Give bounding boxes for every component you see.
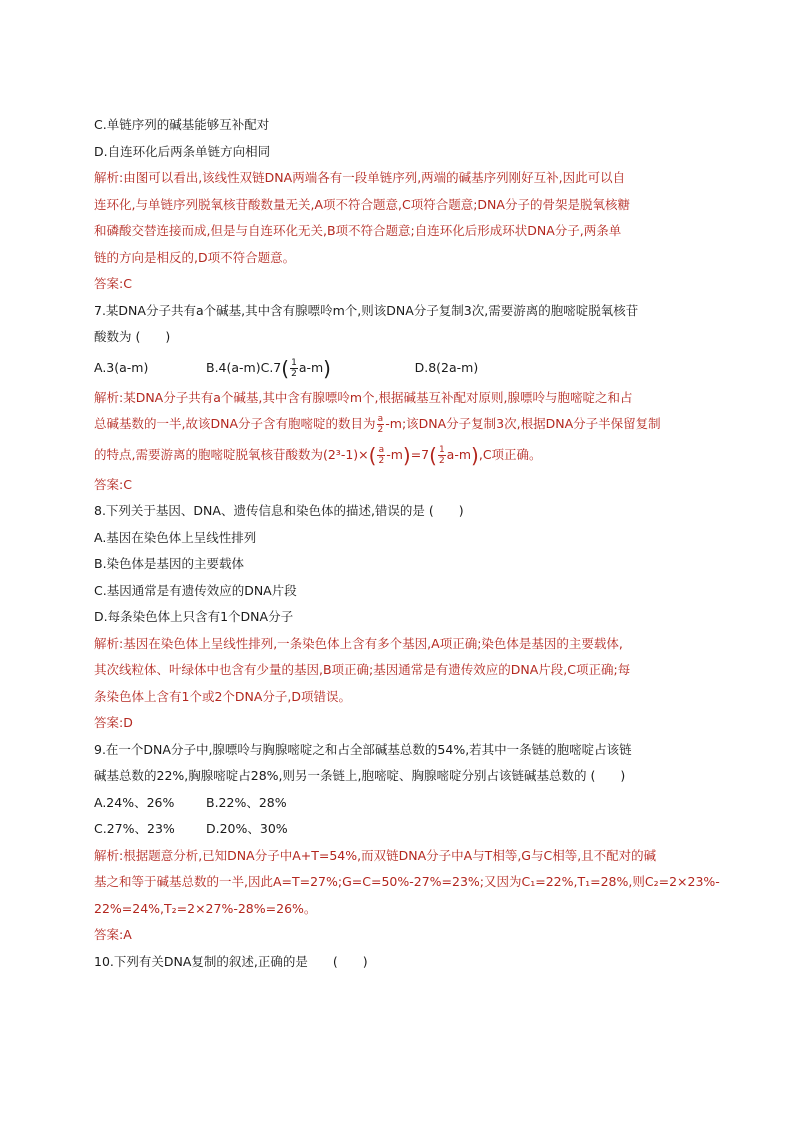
q9-explanation-line-3: 22%=24%,T₂=2×27%-28%=26%。	[94, 900, 317, 916]
q10-stem: 10.下列有关DNA复制的叙述,正确的是 ( )	[94, 953, 368, 969]
q9-stem-line-2: 碱基总数的22%,胸腺嘧啶占28%,则另一条链上,胞嘧啶、胸腺嘧啶分别占该链碱基总数的 ( )	[94, 768, 626, 783]
document-page	[94, 112, 720, 975]
q9-explanation-line-1: 解析:根据题意分析,已知DNA分子中A+T=54%,而双链DNA分子中A与T相等,G与C相等,且不配对的碱	[94, 847, 657, 863]
q7-stem-line-1: 7.某DNA分子共有a个碱基,其中含有腺嘌呤m个,则该DNA分子复制3次,需要游离的胞嘧啶脱氧核苷	[94, 302, 639, 318]
q8-explanation-line-3: 条染色体上含有1个或2个DNA分子,D项错误。	[94, 688, 352, 704]
q7-explanation-line-1: 解析:某DNA分子共有a个碱基,其中含有腺嘌呤m个,根据碱基互补配对原则,腺嘌呤与胞嘧啶之和占	[94, 389, 633, 405]
q9-stem-line-1: 9.在一个DNA分子中,腺嘌呤与胸腺嘧啶之和占全部碱基总数的54%,若其中一条链的胞嘧啶占该链	[94, 741, 632, 757]
q7-option-c: C.7( $\frac{1}{2}$ a-m)	[260, 356, 331, 380]
q9-explanation-line-2: 基之和等于碱基总数的一半,因此A=T=27%;G=C=50%-27%=23%;又因为C₁=22%,T₁=28%,则C₂=2×23%-	[94, 874, 720, 889]
fraction-a-over-2-b: $\frac{a}{2}$	[378, 444, 385, 466]
q9-option-c: C.27%、23%	[94, 821, 175, 836]
q7-explanation-line-3: 的特点,需要游离的胞嘧啶脱氧核苷酸数为(2³-1)×( $\frac{a}{2}$ -m)=7( $\frac{1}{2}$ a-m),C项正确。	[94, 443, 542, 467]
q9-option-a: A.24%、26%	[94, 794, 175, 810]
q8-option-a: A.基因在染色体上呈线性排列	[94, 529, 257, 545]
q8-stem: 8.下列关于基因、DNA、遗传信息和染色体的描述,错误的是 ( )	[94, 503, 464, 518]
fraction-a-over-2: $\frac{a}{2}$	[377, 414, 384, 435]
q6-answer: 答案:C	[94, 276, 132, 291]
q9-option-d: D.20%、30%	[206, 821, 288, 836]
q6-explanation-line-3: 和磷酸交替连接而成,但是与自连环化无关,B项不符合题意;自连环化后形成环状DNA分子,两条单	[94, 223, 622, 238]
fraction-one-half-b: $\frac{1}{2}$	[438, 444, 445, 466]
q6-explanation-line-4: 链的方向是相反的,D项不符合题意。	[94, 249, 296, 265]
q7-option-a: A.3(a-m)	[94, 359, 149, 375]
q8-option-b: B.染色体是基因的主要载体	[94, 556, 245, 571]
q7-options	[94, 351, 706, 385]
q6-explanation-line-2: 连环化,与单链序列脱氧核苷酸数量无关,A项不符合题意,C项符合题意;DNA分子的骨架是脱氧核糖	[94, 196, 630, 212]
q8-explanation-line-1: 解析:基因在染色体上呈线性排列,一条染色体上含有多个基因,A项正确;染色体是基因的主要载体,	[94, 635, 623, 651]
q9-option-b: B.22%、28%	[206, 794, 287, 810]
q6-option-d: D.自连环化后两条单链方向相同	[94, 143, 271, 159]
q7-stem-line-2: 酸数为 ( )	[94, 329, 171, 344]
q8-option-d: D.每条染色体上只含有1个DNA分子	[94, 609, 294, 624]
q7-answer: 答案:C	[94, 476, 132, 492]
q8-answer: 答案:D	[94, 715, 133, 730]
q8-option-c: C.基因通常是有遗传效应的DNA片段	[94, 582, 297, 598]
q9-options-row-2	[94, 816, 706, 843]
q9-options-row-1	[94, 790, 706, 817]
q9-answer: 答案:A	[94, 927, 132, 942]
q7-option-d: D.8(2a-m)	[414, 359, 479, 375]
q6-explanation-line-1: 解析:由图可以看出,该线性双链DNA两端各有一段单链序列,两端的碱基序列刚好互补,因此可以自	[94, 170, 626, 185]
q7-explanation-line-2: 总碱基数的一半,故该DNA分子含有胞嘧啶的数目为 $\frac{a}{2}$ -m;该DNA分子复制3次,根据DNA分子半保留复制	[94, 414, 661, 435]
q6-option-c: C.单链序列的碱基能够互补配对	[94, 117, 270, 132]
q7-option-b: B.4(a-m)	[206, 359, 261, 375]
q8-explanation-line-2: 其次线粒体、叶绿体中也含有少量的基因,B项正确;基因通常是有遗传效应的DNA片段,C项正确;每	[94, 662, 631, 677]
fraction-one-half: $\frac{1}{2}$	[291, 357, 297, 379]
